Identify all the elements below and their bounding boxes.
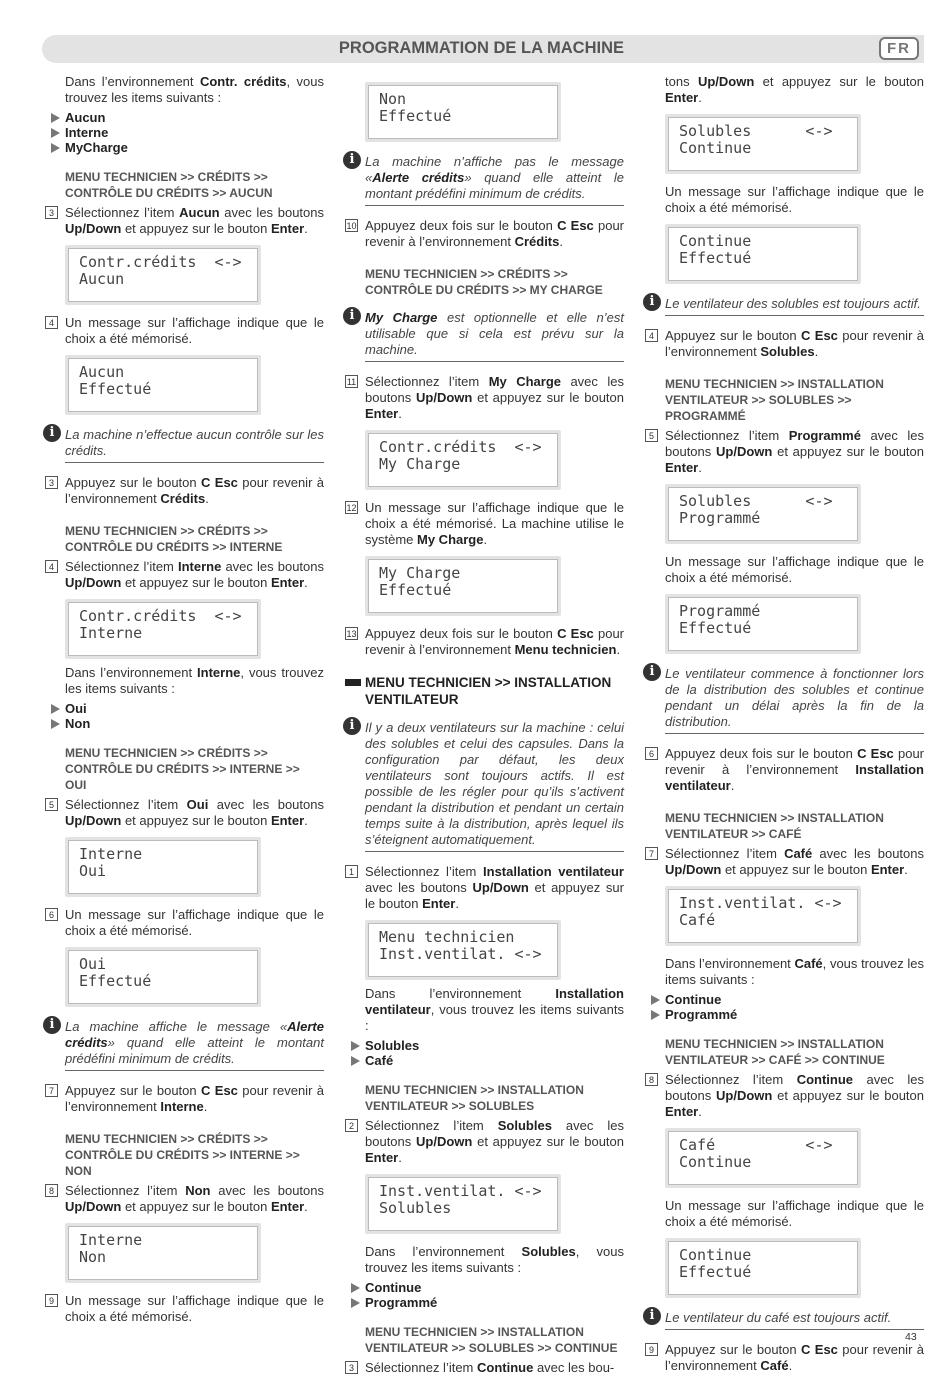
menu-heading: MENU TECHNICIEN >> INSTALLATION VENTILATEUR >> SOLUBLES (365, 1083, 584, 1113)
lcd-display: Programmé Effectué (665, 594, 861, 654)
step: 6 Un message sur l’affichage indique que le choix a été mémorisé. (65, 907, 324, 939)
list-item: Aucun (65, 110, 324, 125)
info-note: i La machine n’affiche pas le message «Alerte crédits» quand elle atteint le montant prédéfini minimum de crédits. (365, 154, 624, 206)
step: 13 Appuyez deux fois sur le bouton C Esc pour revenir à l’environnement Menu technicien. (346, 626, 625, 657)
info-icon: i (43, 424, 61, 442)
lcd-display: Interne Non (65, 1223, 261, 1283)
menu-heading: MENU TECHNICIEN >> CRÉDITS >> CONTRÔLE DU CRÉDITS >> INTERNE (65, 524, 283, 554)
info-icon: i (643, 663, 661, 681)
menu-heading: MENU TECHNICIEN >> INSTALLATION VENTILATEUR >> SOLUBLES >> CONTINUE (365, 1325, 618, 1355)
info-icon: i (43, 1016, 61, 1034)
menu-heading: MENU TECHNICIEN >> CRÉDITS >> CONTRÔLE DU CRÉDITS >> INTERNE >> NON (65, 1132, 300, 1178)
menu-heading: MENU TECHNICIEN >> CRÉDITS >> CONTRÔLE DU CRÉDITS >> AUCUN (65, 170, 273, 200)
paragraph: Dans l’environnement Installation ventilateur, vous trouvez les items suivants : (365, 986, 624, 1033)
lcd-display: Aucun Effectué (65, 355, 261, 415)
paragraph: Un message sur l’affichage indique que le choix a été mémorisé. (665, 184, 924, 215)
list-item: Non (65, 716, 324, 731)
list-item: Continue (665, 992, 924, 1007)
info-icon: i (643, 1307, 661, 1325)
step: 5 Sélectionnez l’item Oui avec les boutons Up/Down et appuyez sur le bouton Enter. (65, 797, 324, 829)
info-icon: i (343, 151, 361, 169)
list-item: Interne (65, 125, 324, 140)
info-note: i Le ventilateur du café est toujours actif. (665, 1310, 924, 1330)
list-item: Oui (65, 701, 324, 716)
info-note: i Le ventilateur commence à fonctionner lors de la distribution des solubles et continue pendant un délai après la fin de la distribution. (665, 666, 924, 734)
info-note: i Il y a deux ventilateurs sur la machine : celui des solubles et celui des capsules. Dans la configuration par défaut, les deux ventilateurs sont toujours actifs. Il est possible de les régler pour qu’ils s’activent pendant la distribution et pendant un certain temps suite à la distribution, après lequel ils s’éteignent automatiquement. (365, 720, 624, 852)
paragraph: Un message sur l’affichage indique que le choix a été mémorisé. (665, 1198, 924, 1229)
lcd-display: Contr.crédits <-> Aucun (65, 245, 261, 305)
lcd-display: Non Effectué (365, 82, 561, 142)
step: 8 Sélectionnez l’item Non avec les boutons Up/Down et appuyez sur le bouton Enter. (65, 1183, 324, 1215)
step: 12 Un message sur l’affichage indique que le choix a été mémorisé. La machine utilise le système My Charge. (346, 500, 624, 547)
info-icon: i (343, 307, 361, 325)
section-marker (345, 679, 361, 686)
lcd-display: Solubles <-> Continue (665, 114, 861, 174)
lcd-display: Continue Effectué (665, 1238, 861, 1298)
info-icon: i (643, 293, 661, 311)
step: 3 Sélectionnez l’item Aucun avec les boutons Up/Down et appuyez sur le bouton Enter. (65, 205, 324, 237)
list-item: MyCharge (65, 140, 324, 155)
info-note: i La machine n’effectue aucun contrôle sur les crédits. (65, 427, 324, 463)
item-list (365, 1038, 624, 1068)
column-3 (642, 74, 924, 1374)
item-list (365, 1280, 624, 1310)
step: 10 Appuyez deux fois sur le bouton C Esc pour revenir à l’environnement Crédits. (346, 218, 625, 249)
list-item: Programmé (665, 1007, 924, 1022)
step: 9 Un message sur l’affichage indique que le choix a été mémorisé. (65, 1293, 324, 1325)
list-item: Programmé (365, 1295, 624, 1310)
item-list (65, 701, 324, 731)
menu-heading: MENU TECHNICIEN >> INSTALLATION VENTILATEUR >> CAFÉ >> CONTINUE (665, 1037, 885, 1067)
lcd-display: Continue Effectué (665, 224, 861, 284)
lcd-display: Oui Effectué (65, 947, 261, 1007)
step: 3 Sélectionnez l’item Continue avec les bou- (365, 1360, 624, 1376)
lcd-display: Solubles <-> Programmé (665, 484, 861, 544)
info-note: i La machine affiche le message «Alerte crédits» quand elle atteint le montant prédéfini minimum de crédits. (65, 1019, 324, 1071)
lcd-display: Café <-> Continue (665, 1128, 861, 1188)
step: 7 Sélectionnez l’item Café avec les boutons Up/Down et appuyez sur le bouton Enter. (665, 846, 924, 878)
lcd-display: Inst.ventilat. <-> Café (665, 886, 861, 946)
step: 2 Sélectionnez l’item Solubles avec les boutons Up/Down et appuyez sur le bouton Enter. (365, 1118, 624, 1166)
page-number: 43 (905, 1331, 917, 1343)
step: 6 Appuyez deux fois sur le bouton C Esc pour revenir à l’environnement Installation ventilateur. (665, 746, 924, 794)
menu-heading: MENU TECHNICIEN >> INSTALLATION VENTILATEUR >> SOLUBLES >> PROGRAMMÉ (665, 377, 884, 423)
info-icon: i (343, 717, 361, 735)
paragraph: Dans l’environnement Café, vous trouvez les items suivants : (665, 956, 924, 987)
lcd-display: Menu technicien Inst.ventilat. <-> (365, 920, 561, 980)
column-1 (42, 74, 324, 1325)
step: 4 Appuyez sur le bouton C Esc pour revenir à l’environnement Solubles. (665, 328, 924, 360)
list-item: Solubles (365, 1038, 624, 1053)
step: 1 Sélectionnez l’item Installation ventilateur avec les boutons Up/Down et appuyez sur le bouton Enter. (365, 864, 624, 912)
step: 5 Sélectionnez l’item Programmé avec les boutons Up/Down et appuyez sur le bouton Enter. (665, 428, 924, 476)
item-list (65, 110, 324, 155)
page-title: PROGRAMMATION DE LA MACHINE (338, 39, 624, 57)
paragraph: Dans l’environnement Interne, vous trouvez les items suivants : (65, 665, 324, 696)
language-badge: FR (879, 37, 919, 60)
step: 4 Sélectionnez l’item Interne avec les boutons Up/Down et appuyez sur le bouton Enter. (65, 559, 324, 591)
step: 9 Appuyez sur le bouton C Esc pour revenir à l’environnement Café. (665, 1342, 924, 1374)
lcd-display: Interne Oui (65, 837, 261, 897)
menu-heading: MENU TECHNICIEN >> CRÉDITS >> CONTRÔLE DU CRÉDITS >> INTERNE >> OUI (65, 746, 300, 792)
paragraph: Dans l’environnement Solubles, vous trouvez les items suivants : (365, 1244, 624, 1275)
lcd-display: Inst.ventilat. <-> Solubles (365, 1174, 561, 1234)
lcd-display: My Charge Effectué (365, 556, 561, 616)
step: 3 Appuyez sur le bouton C Esc pour revenir à l’environnement Crédits. (65, 475, 324, 507)
lcd-display: Contr.crédits <-> Interne (65, 599, 261, 659)
menu-heading: MENU TECHNICIEN >> CRÉDITS >> CONTRÔLE DU CRÉDITS >> MY CHARGE (365, 267, 603, 297)
step: 7 Appuyez sur le bouton C Esc pour revenir à l’environnement Interne. (65, 1083, 324, 1115)
info-note: i My Charge est optionnelle et elle n’est utilisable que si cela est prévu sur la machine. (365, 310, 624, 362)
step: 4 Un message sur l’affichage indique que le choix a été mémorisé. (65, 315, 324, 347)
paragraph: tons Up/Down et appuyez sur le bouton Enter. (665, 74, 924, 105)
step: 11 Sélectionnez l’item My Charge avec les boutons Up/Down et appuyez sur le bouton Enter. (346, 374, 624, 421)
paragraph: Dans l’environnement Contr. crédits, vous trouvez les items suivants : (65, 74, 325, 105)
column-2 (342, 74, 624, 1376)
lcd-display: Contr.crédits <-> My Charge (365, 430, 561, 490)
item-list (665, 992, 924, 1022)
menu-heading: MENU TECHNICIEN >> INSTALLATION VENTILATEUR >> CAFÉ (665, 811, 884, 841)
info-note: i Le ventilateur des solubles est toujours actif. (665, 296, 924, 316)
section-heading: MENU TECHNICIEN >> INSTALLATION VENTILATEUR (365, 674, 624, 708)
list-item: Café (365, 1053, 624, 1068)
list-item: Continue (365, 1280, 624, 1295)
paragraph: Un message sur l’affichage indique que le choix a été mémorisé. (665, 554, 924, 585)
step: 8 Sélectionnez l’item Continue avec les boutons Up/Down et appuyez sur le bouton Enter. (665, 1072, 924, 1120)
